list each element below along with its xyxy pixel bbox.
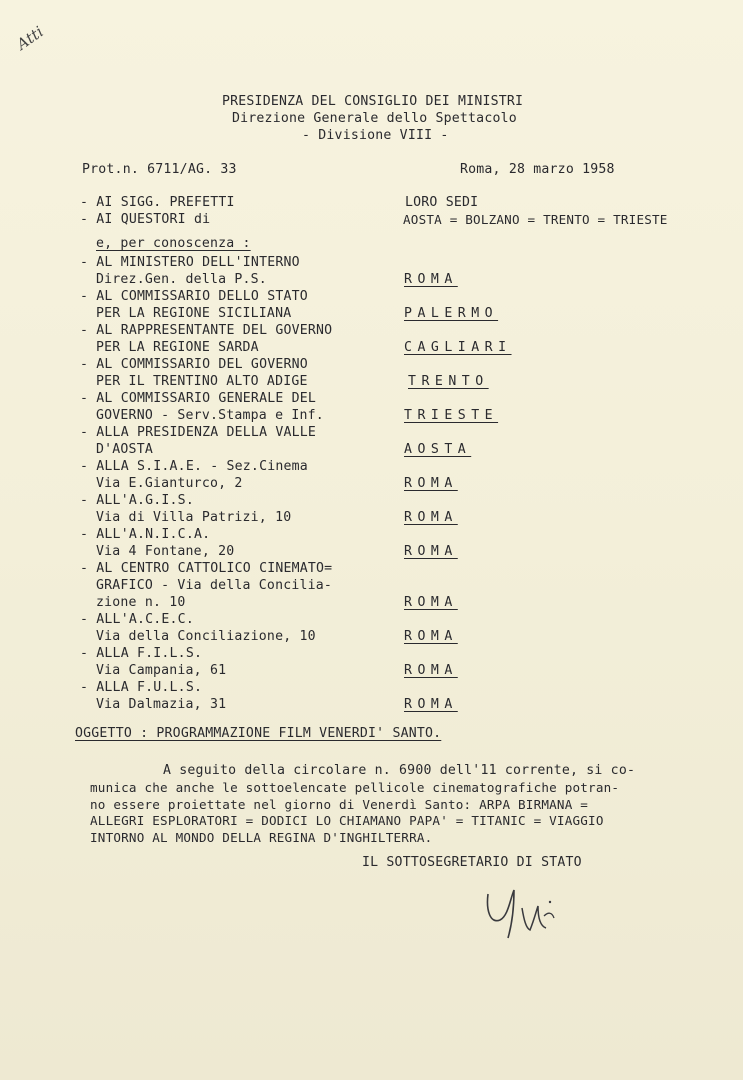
cc-recipient-line: PER LA REGIONE SARDA [96, 340, 259, 355]
cc-recipient-line: - ALLA F.I.L.S. [80, 646, 203, 661]
cc-recipient-line: - ALLA S.I.A.E. - Sez.Cinema [80, 459, 308, 474]
cc-recipient-city: ROMA [404, 544, 458, 559]
cc-recipient-line: PER IL TRENTINO ALTO ADIGE [96, 374, 308, 389]
cc-recipient-city: TRENTO [408, 374, 489, 389]
body-line-1: A seguito della circolare n. 6900 dell'11 corrente, si co- [163, 763, 636, 778]
marginal-annotation: Atti [13, 22, 47, 54]
cc-recipient-line: - ALL'A.G.I.S. [80, 493, 194, 508]
body-line-3: no essere proiettate nel giorno di Venerdì Santo: ARPA BIRMANA = [90, 797, 589, 812]
cc-recipient-city: ROMA [404, 663, 458, 678]
recipient-questori: - AI QUESTORI di [80, 212, 211, 227]
header-line-1: PRESIDENZA DEL CONSIGLIO DEI MINISTRI [222, 94, 524, 109]
signature-title: IL SOTTOSEGRETARIO DI STATO [362, 855, 582, 870]
cc-recipient-city: CAGLIARI [404, 340, 512, 355]
cc-recipient-line: Via della Conciliazione, 10 [96, 629, 316, 644]
cc-recipient-line: PER LA REGIONE SICILIANA [96, 306, 292, 321]
cc-recipient-line: D'AOSTA [96, 442, 153, 457]
handwritten-signature [478, 872, 588, 952]
cc-recipient-city: TRIESTE [404, 408, 499, 423]
cc-recipient-line: - AL COMMISSARIO DEL GOVERNO [80, 357, 308, 372]
cc-recipient-line: - AL MINISTERO DELL'INTERNO [80, 255, 300, 270]
cc-recipient-line: Via Dalmazia, 31 [96, 697, 227, 712]
cc-recipient-line: Via Campania, 61 [96, 663, 227, 678]
body-line-4: ALLEGRI ESPLORATORI = DODICI LO CHIAMANO PAPA' = TITANIC = VIAGGIO [90, 813, 604, 828]
recipient-prefetti-dest: LORO SEDI [405, 195, 479, 210]
cc-recipient-line: - AL COMMISSARIO DELLO STATO [80, 289, 308, 304]
cc-recipient-line: GRAFICO - Via della Concilia- [96, 578, 333, 593]
header-line-2: Direzione Generale dello Spettacolo [232, 111, 517, 126]
cc-recipient-line: - ALL'A.C.E.C. [80, 612, 194, 627]
cc-recipient-city: PALERMO [404, 306, 499, 321]
cc-recipient-city: ROMA [404, 595, 458, 610]
body-line-2: munica che anche le sottoelencate pellicole cinematografiche potran- [90, 780, 620, 795]
cc-recipient-line: - AL RAPPRESENTANTE DEL GOVERNO [80, 323, 333, 338]
header-line-3: - Divisione VIII - [302, 128, 449, 143]
body-line-5: INTORNO AL MONDO DELLA REGINA D'INGHILTERRA. [90, 830, 433, 845]
cc-recipient-line: zione n. 10 [96, 595, 186, 610]
cc-recipient-line: - AL CENTRO CATTOLICO CINEMATO= [80, 561, 333, 576]
protocol-number: Prot.n. 6711/AG. 33 [82, 162, 237, 177]
recipient-questori-dest: AOSTA = BOLZANO = TRENTO = TRIESTE [403, 212, 668, 227]
cc-recipient-line: Via 4 Fontane, 20 [96, 544, 235, 559]
cc-recipient-line: - ALLA PRESIDENZA DELLA VALLE [80, 425, 317, 440]
cc-recipient-city: ROMA [404, 510, 458, 525]
cc-recipient-city: ROMA [404, 272, 458, 287]
cc-recipient-line: Via di Villa Patrizi, 10 [96, 510, 292, 525]
cc-recipient-line: Via E.Gianturco, 2 [96, 476, 243, 491]
cc-recipient-city: ROMA [404, 697, 458, 712]
per-conoscenza-label: e, per conoscenza : [96, 236, 251, 251]
cc-recipient-line: - ALLA F.U.L.S. [80, 680, 203, 695]
cc-recipient-line: - ALL'A.N.I.C.A. [80, 527, 211, 542]
cc-recipient-city: ROMA [404, 629, 458, 644]
recipient-prefetti: - AI SIGG. PREFETTI [80, 195, 235, 210]
document-date: Roma, 28 marzo 1958 [460, 162, 615, 177]
cc-recipient-line: GOVERNO - Serv.Stampa e Inf. [96, 408, 324, 423]
cc-recipient-line: - AL COMMISSARIO GENERALE DEL [80, 391, 317, 406]
subject-line: OGGETTO : PROGRAMMAZIONE FILM VENERDI' SANTO. [75, 726, 442, 741]
cc-recipient-line: Direz.Gen. della P.S. [96, 272, 267, 287]
cc-recipient-city: AOSTA [404, 442, 472, 457]
cc-recipient-city: ROMA [404, 476, 458, 491]
